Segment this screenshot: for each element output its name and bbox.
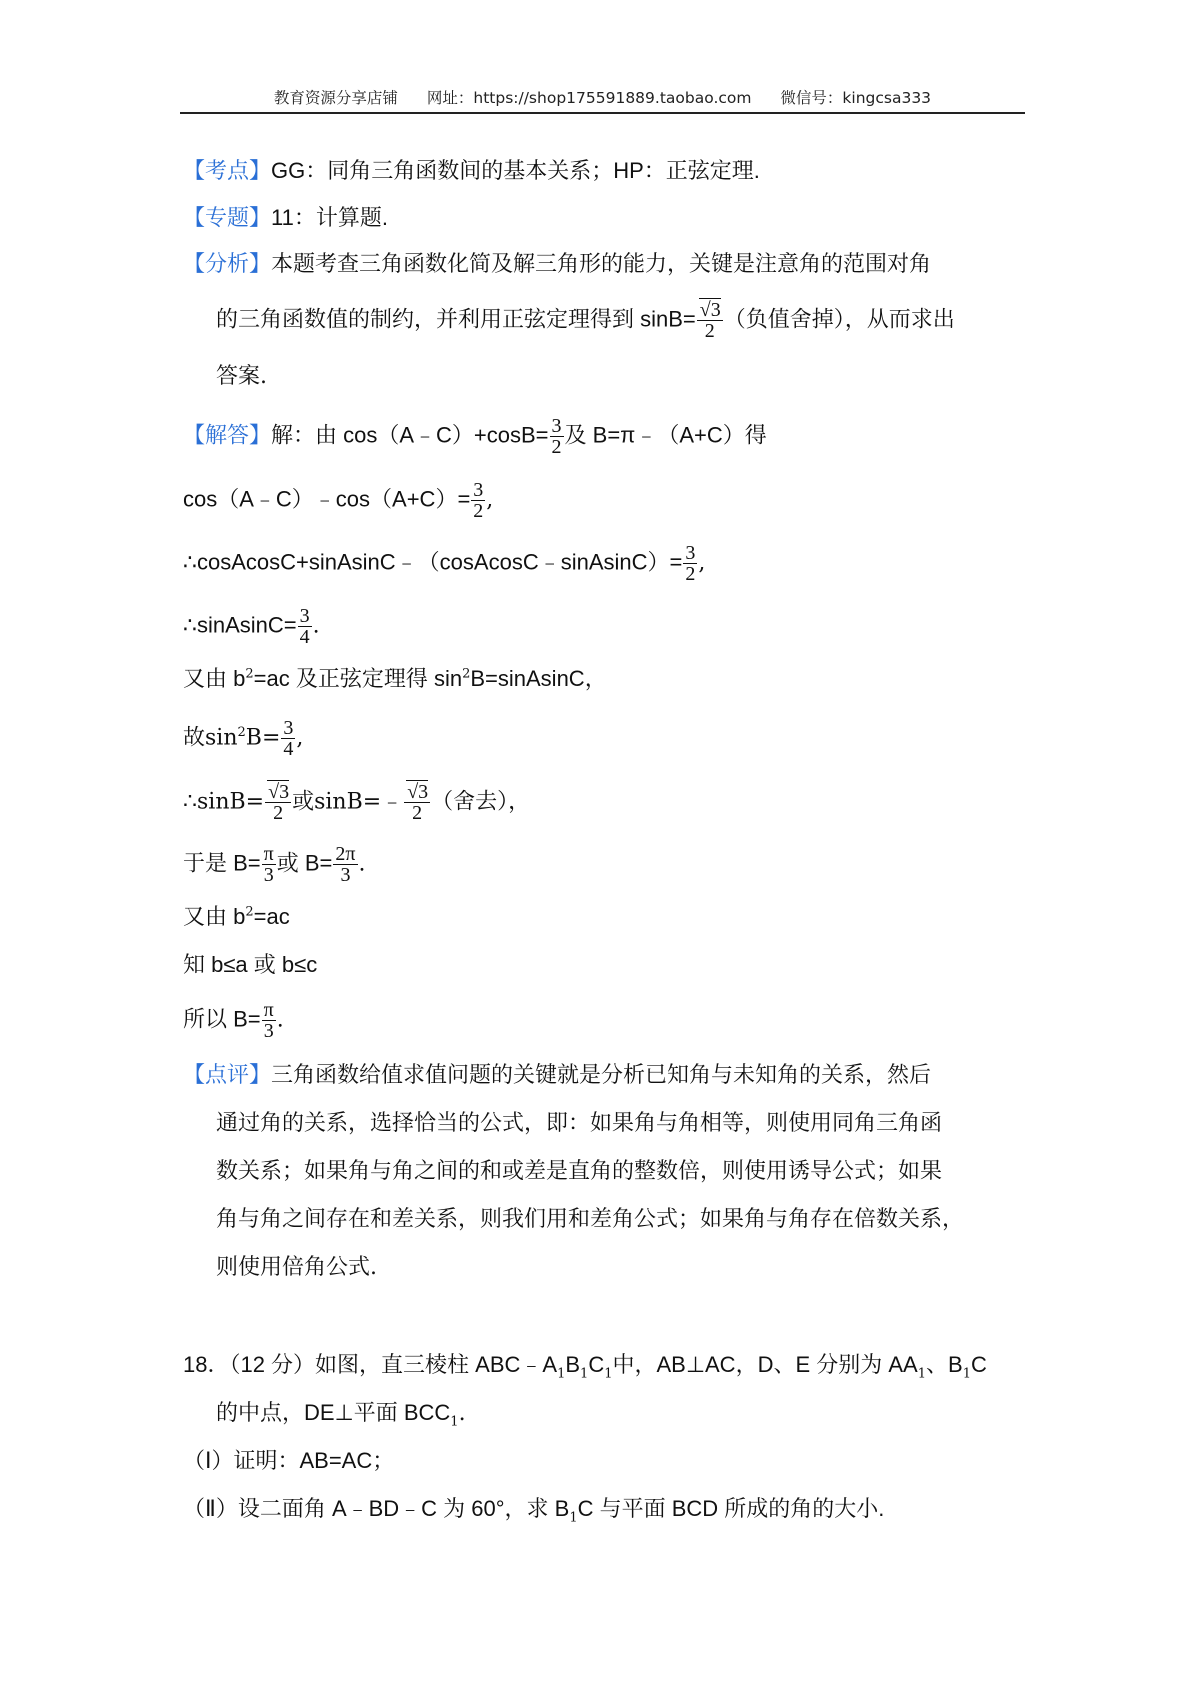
kaodian-line: [183, 156, 760, 187]
jieda-line2: cos（A﹣C）﹣cos（A+C）= $\frac{3}{2}$ ,: [183, 479, 494, 522]
fraction-pi-over-3: $\frac{\pi}{3}$: [263, 843, 274, 886]
jieda-line8: 于是 B= $\frac{\pi}{3}$ 或 B= $\frac{2\pi}{3}$ .: [183, 843, 366, 886]
jieda-line10: 知 b≤a 或 b≤c: [183, 952, 318, 977]
jieda-line7: ∴sinB= $\frac{√3}{2}$ 或sinB=﹣ $\frac{√3}{2}$ （舍去），: [183, 781, 531, 824]
fraction-3-over-2: $\frac{3}{2}$: [551, 415, 562, 458]
fenxi-text2b: （负值舍掉），从而求出: [723, 307, 955, 333]
dianping-line3: 数关系；如果角与角之间的和或差是直角的整数倍，则使用诱导公式；如果: [216, 1159, 943, 1184]
fenxi-text1: 本题考查三角函数化简及解三角形的能力，关键是注意角的范围对角: [271, 252, 932, 277]
dianping-line4: 角与角之间存在和差关系，则我们用和差角公式；如果角与角存在倍数关系，: [216, 1207, 965, 1232]
fraction-sqrt3-over-2: $\frac{√3}{2}$: [265, 782, 291, 823]
header-url: 网址：https://shop175591889.taobao.com: [426, 89, 752, 107]
dianping-line5: 则使用倍角公式.: [216, 1255, 377, 1280]
jieda-line1: 【解答】解：由 cos（A﹣C）+cosB= $\frac{3}{2}$ 及 B=π﹣（A+C）得: [183, 415, 767, 458]
jieda-line4: ∴sinAsinC= $\frac{3}{4}$ .: [183, 605, 320, 648]
fenxi-text3: 答案.: [216, 364, 267, 389]
problem18-line1: 18．（12 分）如图，直三棱柱 $ABC﹣A_1B_1C_1$中，AB⊥AC，D、E 分别为 $AA_1$、$B_1C$: [183, 1352, 987, 1382]
zhuanti-line: [183, 203, 388, 234]
jieda-line3: ∴cosAcosC+sinAsinC﹣（cosAcosC﹣sinAsinC）= $\frac{3}{2}$ ,: [183, 542, 706, 585]
fraction-3-over-2: $\frac{3}{2}$: [473, 479, 484, 522]
fenxi-text2a: 的三角函数值的制约，并利用正弦定理得到 sinB=: [216, 306, 696, 332]
dianping-tag: 【点评】: [183, 1063, 272, 1088]
problem18-part1: （Ⅰ）证明：AB=AC；: [183, 1448, 395, 1473]
fenxi-line1: [183, 250, 931, 280]
jieda-tag: 【解答】: [183, 423, 272, 449]
header-wechat: 微信号：kingcsa333: [780, 89, 932, 107]
fenxi-tag: 【分析】: [183, 252, 272, 277]
fenxi-line3: [216, 362, 267, 392]
dianping-line2: 通过角的关系，选择恰当的公式，即：如果角与角相等，则使用同角三角函: [216, 1111, 943, 1136]
fraction-3-over-4: $\frac{3}{4}$: [299, 605, 310, 648]
fenxi-line2: [216, 300, 955, 341]
dianping-line1: 【点评】三角函数给值求值问题的关键就是分析已知角与未知角的关系，然后: [183, 1063, 932, 1088]
jieda-line5: 又由 $b^2=ac$ 及正弦定理得 $\sin^2B=sinAsinC$，: [183, 666, 607, 691]
fraction-sqrt3-over-2: $\frac{√3}{2}$: [697, 300, 723, 341]
kaodian-tag: 【考点】: [183, 159, 272, 184]
kaodian-text: GG：同角三角函数间的基本关系；HP：正弦定理.: [271, 158, 760, 183]
page-header: [180, 86, 1025, 114]
problem18-part2: （Ⅱ）设二面角 A﹣BD﹣C 为 60°，求 $B_1C$ 与平面 BCD 所成的角的大小.: [183, 1496, 885, 1526]
fraction-3-over-2: $\frac{3}{2}$: [685, 542, 696, 585]
problem18-line2: 的中点，DE⊥平面 $BCC_1$.: [216, 1400, 466, 1430]
fraction-3-over-4: $\frac{3}{4}$: [283, 717, 294, 760]
fraction-pi-over-3: $\frac{\pi}{3}$: [263, 999, 274, 1042]
jieda-line9: 又由 $b^2=ac$: [183, 904, 290, 929]
fraction-sqrt3-over-2: $\frac{√3}{2}$: [404, 782, 430, 823]
zhuanti-tag: 【专题】: [183, 206, 272, 231]
jieda-line11: 所以 B= $\frac{\pi}{3}$ .: [183, 999, 284, 1042]
header-shop: 教育资源分享店铺: [273, 89, 398, 107]
jieda-line6: 故$\sin^2B=$ $\frac{3}{4}$ ,: [183, 717, 304, 760]
zhuanti-text: 11：计算题.: [271, 205, 388, 230]
fraction-2pi-over-3: $\frac{2\pi}{3}$: [335, 843, 356, 886]
